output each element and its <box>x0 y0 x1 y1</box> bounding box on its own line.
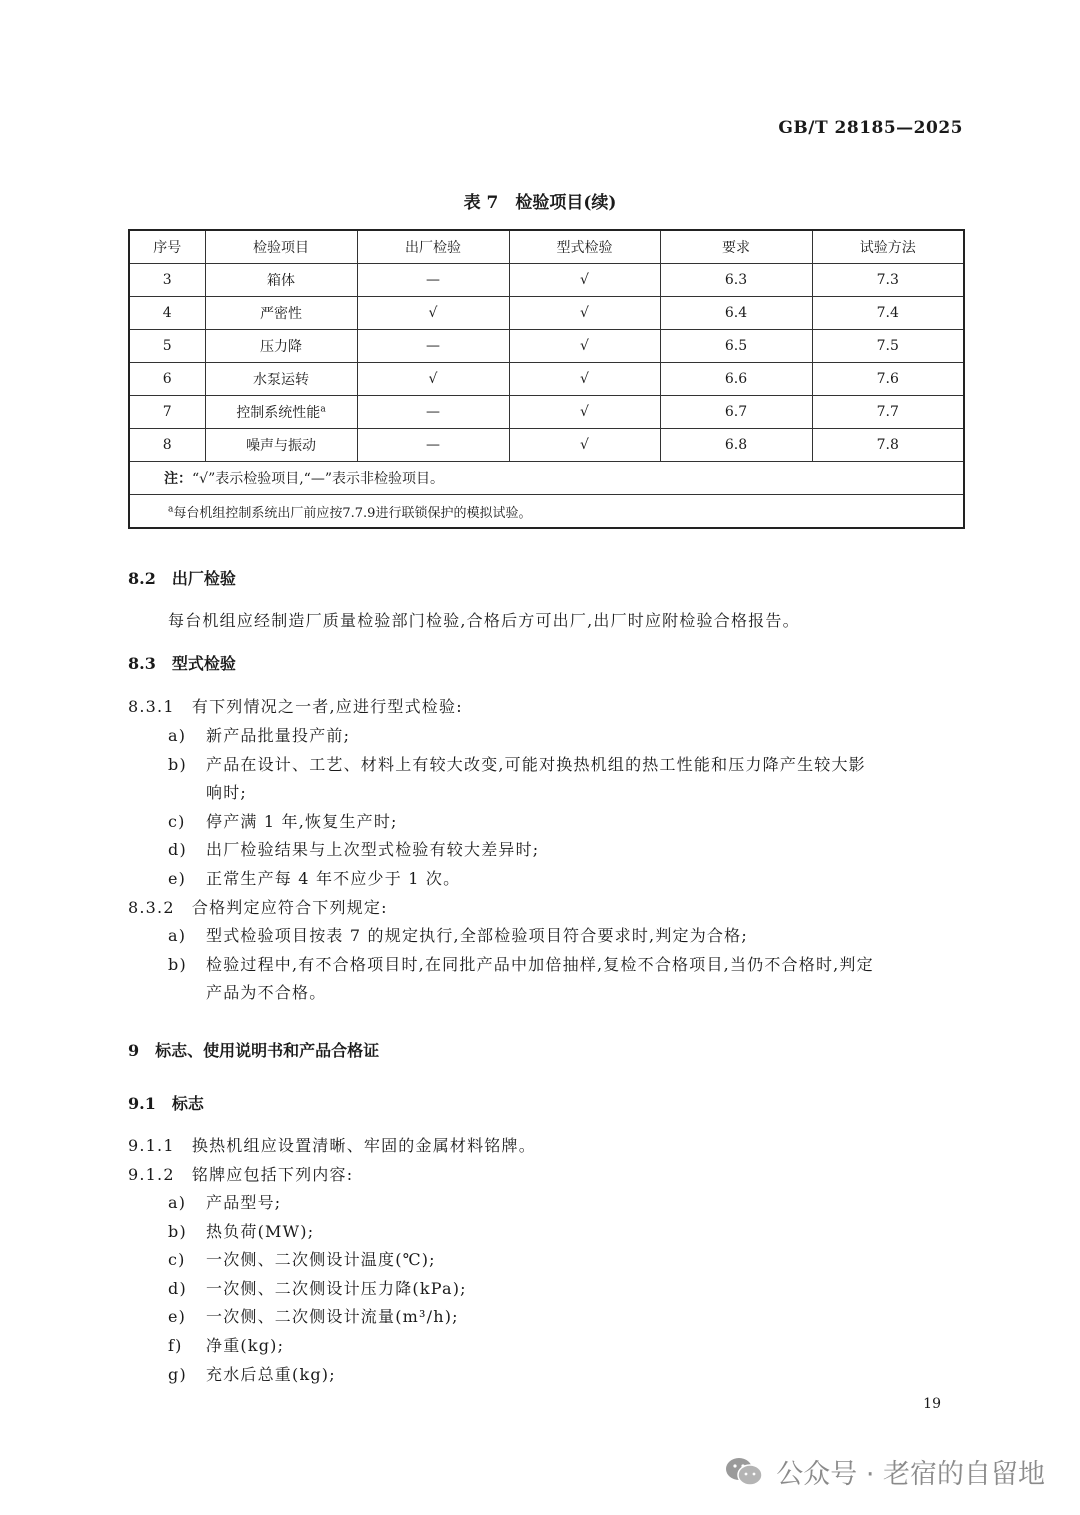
table-cell: 7.6 <box>812 363 964 396</box>
table-cell: — <box>357 264 509 297</box>
table-cell: 7.8 <box>812 429 964 462</box>
table-cell: 3 <box>129 264 205 297</box>
list-item: d) 一次侧、二次侧设计压力降(kPa); <box>168 1279 467 1298</box>
table-cell: 6.5 <box>660 330 812 363</box>
table-cell: 6.7 <box>660 396 812 429</box>
footnote-marker: a <box>168 504 174 515</box>
table-cell: √ <box>509 363 660 396</box>
section-8-3-title: 8.3 型式检验 <box>128 654 236 673</box>
table-cell: — <box>357 396 509 429</box>
section-9-1-2-text: 9.1.2 铭牌应包括下列内容: <box>128 1165 354 1184</box>
list-item: e) 一次侧、二次侧设计流量(m³/h); <box>168 1307 459 1326</box>
list-item: f) 净重(kg); <box>168 1336 285 1355</box>
table-cell: 7.3 <box>812 264 964 297</box>
table-cell: 6.3 <box>660 264 812 297</box>
list-item: a) 新产品批量投产前; <box>168 726 351 745</box>
table-cell: 7.7 <box>812 396 964 429</box>
table-cell: 6 <box>129 363 205 396</box>
list-item: g) 充水后总重(kg); <box>168 1365 336 1384</box>
section-9-1-title: 9.1 标志 <box>128 1094 204 1113</box>
note-text: “√”表示检验项目,“—”表示非检验项目。 <box>192 471 444 487</box>
list-item: b) 产品在设计、工艺、材料上有较大改变,可能对换热机组的热工性能和压力降产生较大影 <box>168 755 866 774</box>
table-cell: — <box>357 330 509 363</box>
table-cell: 6.4 <box>660 297 812 330</box>
table-row <box>129 363 964 396</box>
table-cell <box>205 396 357 429</box>
table-row <box>129 264 964 297</box>
table-row <box>129 297 964 330</box>
table-row <box>129 330 964 363</box>
list-item: e) 正常生产每 4 年不应少于 1 次。 <box>168 869 461 888</box>
table-cell: 6.8 <box>660 429 812 462</box>
list-item: c) 停产满 1 年,恢复生产时; <box>168 812 398 831</box>
table-row <box>129 429 964 462</box>
section-8-2-text: 每台机组应经制造厂质量检验部门检验,合格后方可出厂,出厂时应附检验合格报告。 <box>168 611 800 630</box>
watermark-text: 公众号 · 老宿的自留地 <box>776 1459 1045 1490</box>
section-8-3-2-text: 8.3.2 合格判定应符合下列规定: <box>128 898 388 917</box>
table-cell: 5 <box>129 330 205 363</box>
table-cell: 7.5 <box>812 330 964 363</box>
table-cell: 水泵运转 <box>205 363 357 396</box>
table-cell: √ <box>509 396 660 429</box>
table-cell: 7 <box>129 396 205 429</box>
inspection-table <box>128 229 965 529</box>
footnote-text: 每台机组控制系统出厂前应按7.7.9进行联锁保护的模拟试验。 <box>173 505 532 521</box>
section-9-1-1-text: 9.1.1 换热机组应设置清晰、牢固的金属材料铭牌。 <box>128 1136 536 1155</box>
watermark <box>724 1452 1045 1491</box>
table-footnote-row <box>129 495 964 529</box>
standard-number: GB/T 28185—2025 <box>778 118 963 138</box>
table-cell: √ <box>509 330 660 363</box>
note-label: 注： <box>164 471 192 487</box>
table-cell: — <box>357 429 509 462</box>
section-8-2-title: 8.2 出厂检验 <box>128 569 236 588</box>
table-cell: √ <box>509 429 660 462</box>
table-cell: 8 <box>129 429 205 462</box>
list-item: 响时; <box>206 783 247 802</box>
table-note-row <box>129 462 964 495</box>
table-cell: 6.6 <box>660 363 812 396</box>
table-cell: √ <box>509 264 660 297</box>
page-number: 19 <box>923 1396 941 1412</box>
table-cell: √ <box>357 363 509 396</box>
table-cell: √ <box>357 297 509 330</box>
table-cell: 4 <box>129 297 205 330</box>
table-caption: 表 7 检验项目(续) <box>463 193 617 213</box>
list-item: d) 出厂检验结果与上次型式检验有较大差异时; <box>168 840 540 859</box>
table-header-cell: 试验方法 <box>812 230 964 264</box>
item-label: 控制系统性能 <box>236 405 321 421</box>
section-9-title: 9 标志、使用说明书和产品合格证 <box>128 1041 380 1060</box>
table-cell: 严密性 <box>205 297 357 330</box>
table-note <box>129 462 964 495</box>
table-header-cell: 序号 <box>129 230 205 264</box>
table-header-cell: 检验项目 <box>205 230 357 264</box>
footnote-marker: a <box>320 404 326 415</box>
table-header-row <box>129 230 964 264</box>
table-cell: 压力降 <box>205 330 357 363</box>
list-item: c) 一次侧、二次侧设计温度(℃); <box>168 1250 436 1269</box>
table-header-cell: 型式检验 <box>509 230 660 264</box>
table-header-cell: 要求 <box>660 230 812 264</box>
table-cell: 噪声与振动 <box>205 429 357 462</box>
list-item: b) 检验过程中,有不合格项目时,在同批产品中加倍抽样,复检不合格项目,当仍不合格时,判定 <box>168 955 874 974</box>
list-item: 产品为不合格。 <box>206 983 327 1002</box>
wechat-icon <box>724 1455 764 1489</box>
table-footnote <box>129 495 964 529</box>
table-header-cell: 出厂检验 <box>357 230 509 264</box>
list-item: b) 热负荷(MW); <box>168 1222 315 1241</box>
table-cell: 箱体 <box>205 264 357 297</box>
section-8-3-1-text: 8.3.1 有下列情况之一者,应进行型式检验: <box>128 697 463 716</box>
table-cell: √ <box>509 297 660 330</box>
list-item: a) 型式检验项目按表 7 的规定执行,全部检验项目符合要求时,判定为合格; <box>168 926 748 945</box>
list-item: a) 产品型号; <box>168 1193 282 1212</box>
table-cell: 7.4 <box>812 297 964 330</box>
table-row <box>129 396 964 429</box>
